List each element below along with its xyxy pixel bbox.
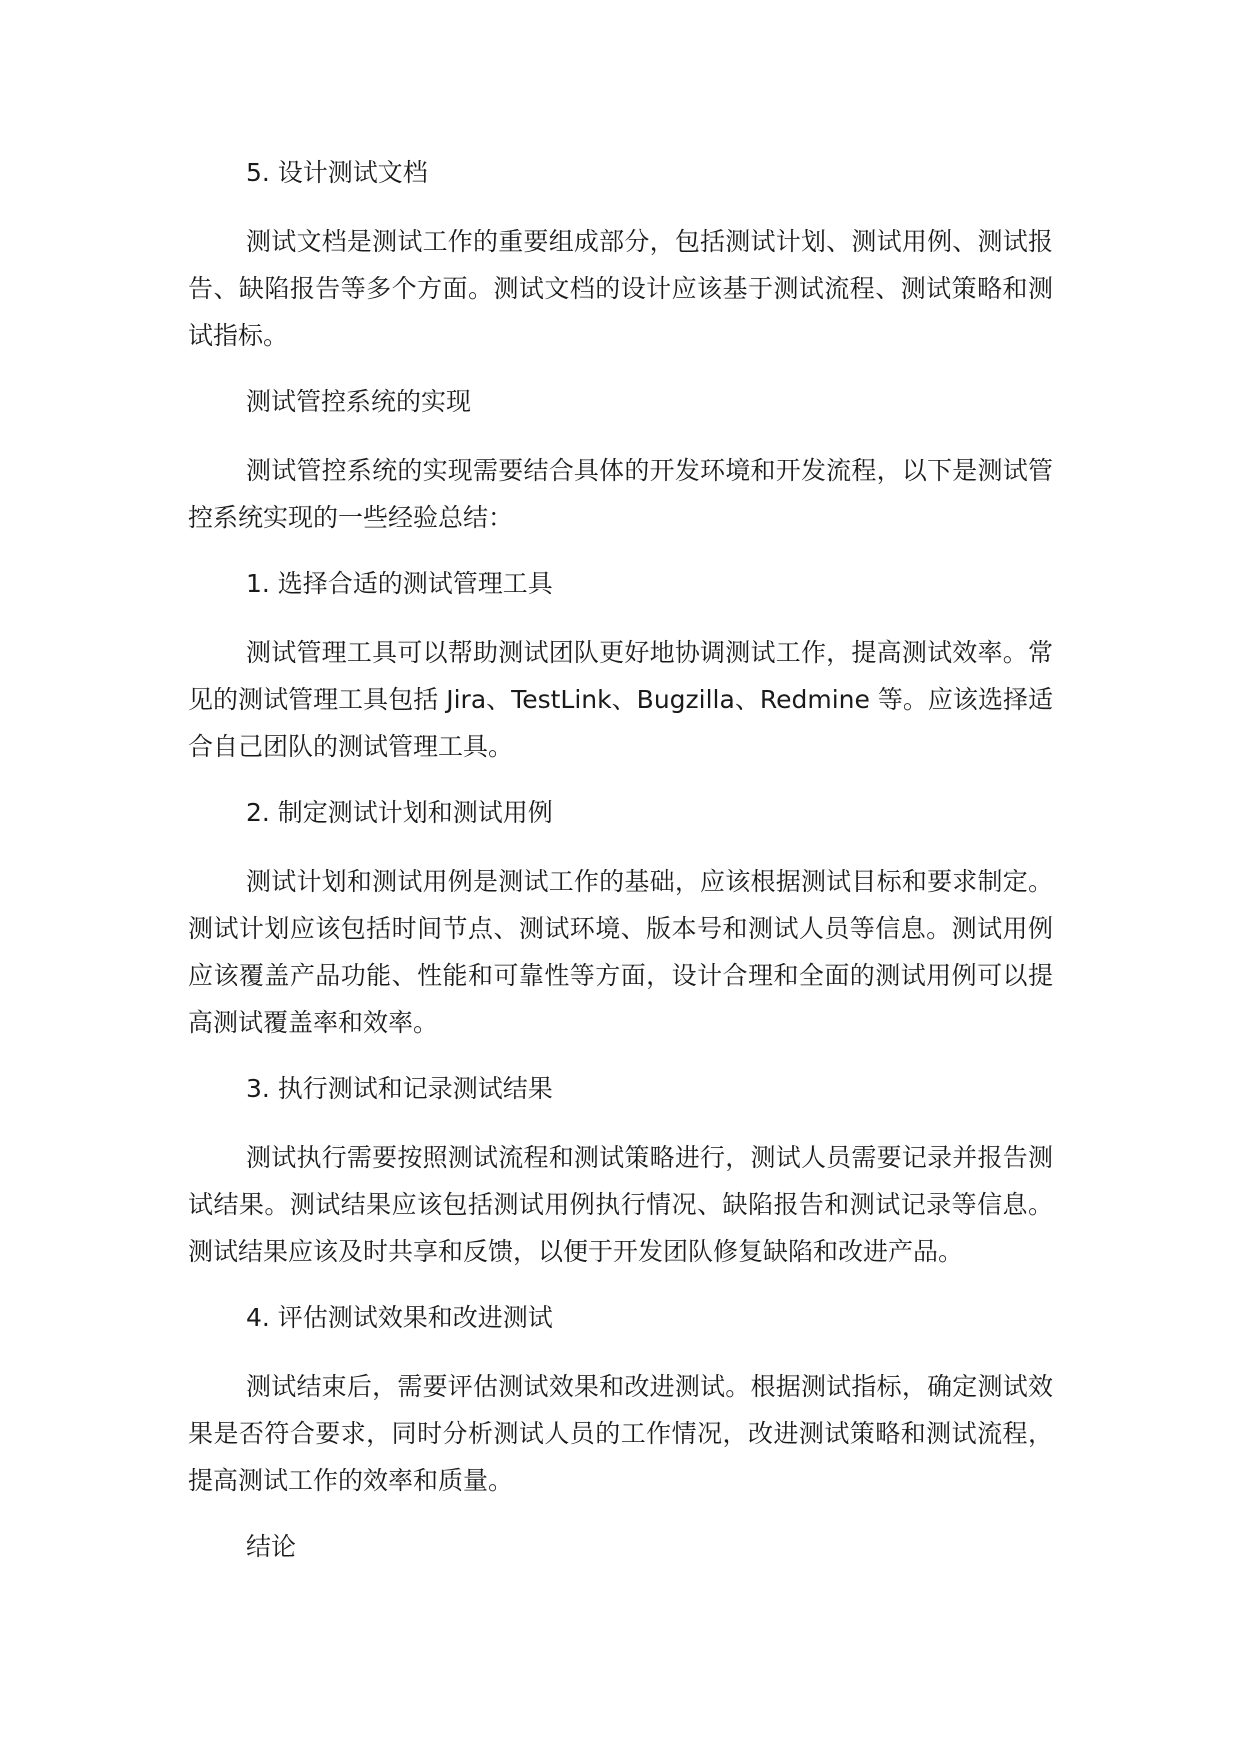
section-heading-conclusion: 结论 (246, 1532, 297, 1561)
paragraph-implementation-intro: 测试管控系统的实现需要结合具体的开发环境和开发流程，以下是测试管控系统实现的一些经验总结： (188, 456, 1053, 532)
section-heading-execute-tests: 3. 执行测试和记录测试结果 (246, 1074, 553, 1103)
section-heading-design-test-docs: 5. 设计测试文档 (246, 158, 428, 187)
paragraph-choose-tool: 测试管理工具可以帮助测试团队更好地协调测试工作，提高测试效率。常见的测试管理工具包括 Jira、TestLink、Bugzilla、Redmine 等。应该选择适合自己团队的测试管理工具。 (188, 638, 1053, 761)
section-heading-choose-tool: 1. 选择合适的测试管理工具 (246, 569, 553, 598)
document-page (188, 150, 1053, 1592)
paragraph-evaluate: 测试结束后，需要评估测试效果和改进测试。根据测试指标，确定测试效果是否符合要求，同时分析测试人员的工作情况，改进测试策略和测试流程，提高测试工作的效率和质量。 (188, 1372, 1053, 1495)
paragraph-test-plan: 测试计划和测试用例是测试工作的基础，应该根据测试目标和要求制定。测试计划应该包括时间节点、测试环境、版本号和测试人员等信息。测试用例应该覆盖产品功能、性能和可靠性等方面，设计合理和全面的测试用例可以提高测试覆盖率和效率。 (188, 867, 1053, 1037)
paragraph-execute-tests: 测试执行需要按照测试流程和测试策略进行，测试人员需要记录并报告测试结果。测试结果应该包括测试用例执行情况、缺陷报告和测试记录等信息。测试结果应该及时共享和反馈，以便于开发团队修复缺陷和改进产品。 (188, 1143, 1053, 1266)
paragraph-test-docs: 测试文档是测试工作的重要组成部分，包括测试计划、测试用例、测试报告、缺陷报告等多个方面。测试文档的设计应该基于测试流程、测试策略和测试指标。 (188, 227, 1053, 350)
section-heading-implementation: 测试管控系统的实现 (246, 387, 472, 416)
section-heading-evaluate: 4. 评估测试效果和改进测试 (246, 1303, 553, 1332)
section-heading-test-plan: 2. 制定测试计划和测试用例 (246, 798, 553, 827)
